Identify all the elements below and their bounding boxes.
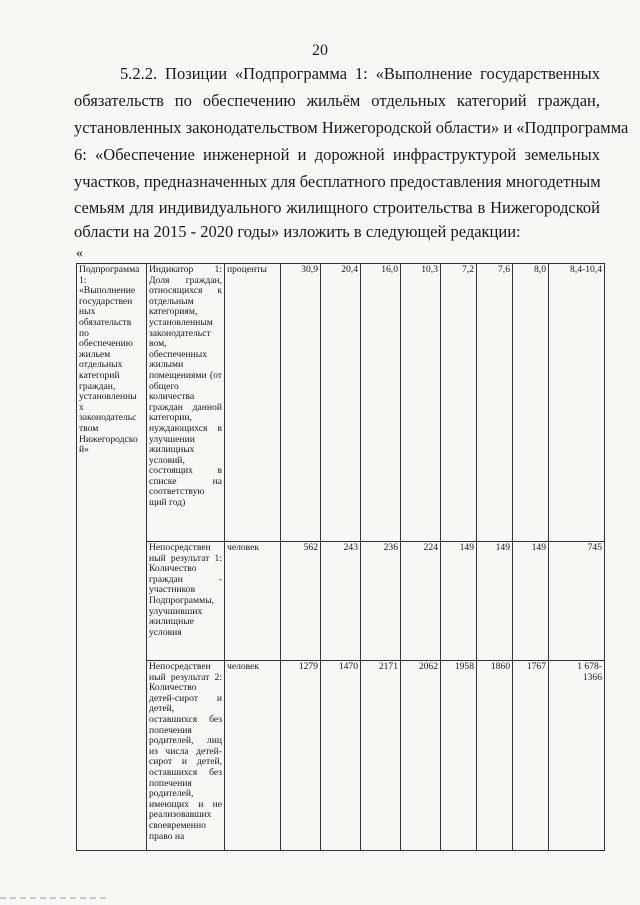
value-cell: 8,0	[513, 264, 549, 542]
value-cell: 224	[401, 542, 441, 661]
value-cell: 10,3	[401, 264, 441, 542]
scan-artifact	[0, 895, 120, 901]
value-cell: 7,2	[441, 264, 477, 542]
unit-cell: человек	[225, 542, 281, 661]
indicator-cell: Индикатор 1: Доля граждан, относящихся к отдельным категориям, установленным законодательст вом, обеспеченных жилыми помещениями (от общего количества граждан данной категории, нуждающихся в улучшении жилищных условий, состоящих в списке на соответствую щий год)	[147, 264, 225, 542]
paragraph-line: обязательств по обеспечению жильём отдельных категорий граждан,	[74, 91, 600, 110]
table-row	[77, 661, 605, 851]
table-row	[77, 542, 605, 661]
paragraph-line: установленных законодательством Нижегородской области» и «Подпрограмма	[74, 118, 629, 137]
value-cell: 562	[281, 542, 321, 661]
value-cell: 1767	[513, 661, 549, 851]
indicator-cell: Непосредствен ный результат 1: Количество граждан - участников Подпрограммы, улучшивших жилищные условия	[147, 542, 225, 661]
paragraph-line: участков, предназначенных для бесплатного предоставления многодетным	[74, 172, 601, 191]
page-number: 20	[312, 42, 328, 59]
value-cell: 7,6	[477, 264, 513, 542]
value-cell: 1958	[441, 661, 477, 851]
value-cell: 20,4	[321, 264, 361, 542]
paragraph-line: 6: «Обеспечение инженерной и дорожной инфраструктурой земельных	[74, 145, 600, 164]
program-table	[76, 263, 605, 851]
value-cell: 149	[477, 542, 513, 661]
value-cell: 236	[361, 542, 401, 661]
value-cell: 30,9	[281, 264, 321, 542]
unit-cell: человек	[225, 661, 281, 851]
paragraph-line: области на 2015 - 2020 годы» изложить в следующей редакции:	[74, 222, 521, 241]
value-cell: 1470	[321, 661, 361, 851]
value-cell: 149	[513, 542, 549, 661]
paragraph-line: 5.2.2. Позиции «Подпрограмма 1: «Выполнение государственных	[120, 64, 600, 83]
value-cell: 2171	[361, 661, 401, 851]
indicator-cell: Непосредствен ный результат 2: Количество детей-сирот и детей, оставшихся без попечения родителей, лиц из числа детей-сирот и детей, оставшихся без попечения родителей, имеющих и не реализовавших своевременно право на	[147, 661, 225, 851]
value-cell: 243	[321, 542, 361, 661]
value-cell: 1279	[281, 661, 321, 851]
table-row	[77, 264, 605, 542]
paragraph-line: семьям для индивидуального жилищного строительства в Нижегородской	[74, 198, 600, 217]
value-cell: 1 678- 1366	[549, 661, 605, 851]
unit-cell: проценты	[225, 264, 281, 542]
value-cell: 16,0	[361, 264, 401, 542]
program-name-cell: Подпрограмма 1: «Выполнение государствен ных обязательств по обеспечению жильем отдельных категорий граждан, установленны х законодательс твом Нижегородско й»	[77, 264, 147, 851]
value-cell: 1860	[477, 661, 513, 851]
value-cell: 2062	[401, 661, 441, 851]
open-quote: «	[76, 246, 83, 261]
value-cell: 745	[549, 542, 605, 661]
value-cell: 149	[441, 542, 477, 661]
value-cell: 8,4-10,4	[549, 264, 605, 542]
